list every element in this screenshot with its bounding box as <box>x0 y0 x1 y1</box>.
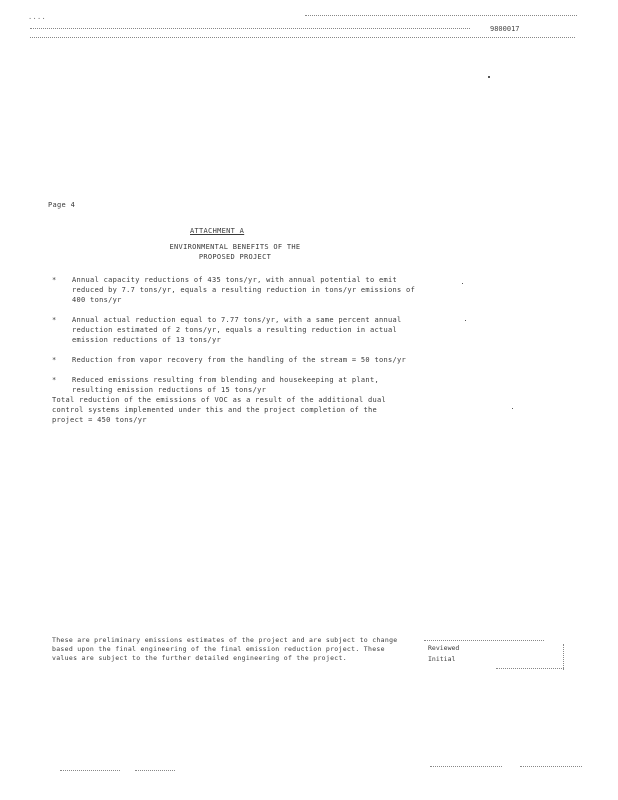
stamp-rule <box>496 668 564 669</box>
bullet-text: Reduction from vapor recovery from the handling of the stream = 50 tons/yr <box>72 356 407 364</box>
bullet-mark: * <box>52 376 57 384</box>
subtitle-line: PROPOSED PROJECT <box>198 253 272 261</box>
stamp-line: Initial <box>428 655 456 663</box>
footnote: These are preliminary emissions estimates of the project and are subject to change based upon the final engineering of the final emission reduction project. These values are subject to the further detailed engineering of the project. <box>52 636 398 662</box>
header-rule-1 <box>30 28 470 29</box>
review-stamp <box>424 640 564 676</box>
speck <box>488 76 490 78</box>
bullet-text: Reduced emissions resulting from blending and housekeeping at plant, resulting emission reductions of 15 tons/yr <box>72 376 379 394</box>
speck <box>512 408 513 409</box>
bullet-mark: * <box>52 276 57 284</box>
list-item <box>52 355 422 365</box>
attachment-heading: ATTACHMENT A <box>190 227 245 235</box>
bullet-mark: * <box>52 316 57 324</box>
speck <box>465 320 466 321</box>
footer-rule <box>520 766 582 767</box>
list-item <box>52 275 422 305</box>
footer-rule <box>60 770 120 771</box>
list-item <box>52 315 422 345</box>
header-rule-2 <box>30 37 575 38</box>
bullet-text: Annual capacity reductions of 435 tons/yr, with annual potential to emit reduced by 7.7 tons/yr, equals a resulting reduction in tons/yr emissions of 400 tons/yr <box>72 276 416 304</box>
footer-rule <box>135 770 175 771</box>
stamp-rule <box>424 640 544 641</box>
stamp-edge <box>563 644 564 670</box>
attachment-subtitle <box>140 242 330 262</box>
footer-rule <box>430 766 502 767</box>
bullet-mark: * <box>52 356 57 364</box>
speck <box>462 283 463 284</box>
header-mark: .... <box>28 13 47 21</box>
stamp-line: Reviewed <box>428 644 460 652</box>
bullet-text: Annual actual reduction equal to 7.77 tons/yr, with a same percent annual reduction estimated of 2 tons/yr, equals a resulting reduction in actual emission reductions of 13 tons/yr <box>72 316 402 344</box>
subtitle-line: ENVIRONMENTAL BENEFITS OF THE <box>169 243 301 251</box>
page-label: Page 4 <box>48 201 76 209</box>
summary-paragraph: Total reduction of the emissions of VOC as a result of the additional dual control systems implemented under this and the project completion of the project = 450 tons/yr <box>52 396 387 424</box>
header-rule-top <box>305 15 577 16</box>
list-item <box>52 375 422 395</box>
document-id: 9800017 <box>490 25 520 33</box>
benefit-list <box>52 275 422 405</box>
